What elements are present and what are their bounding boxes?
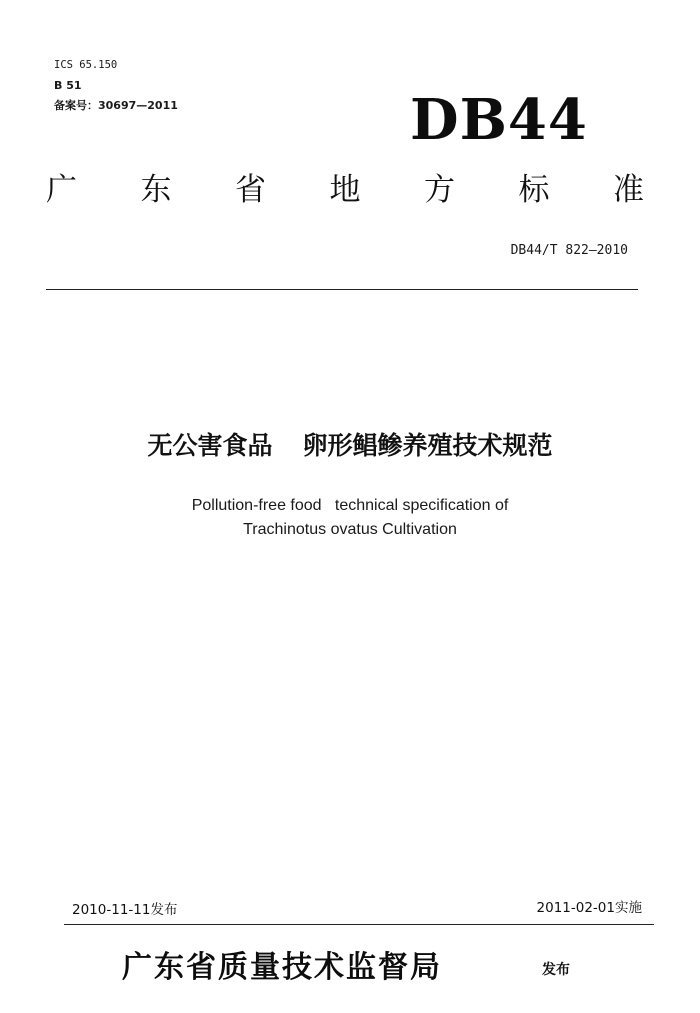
standard-type-char: 准 — [613, 172, 644, 208]
chinese-title-part1: 无公害食品 — [147, 431, 273, 460]
standard-type-char: 东 — [140, 172, 172, 208]
ics-code: ICS 65.150 — [54, 59, 118, 71]
standard-type-char: 地 — [329, 172, 361, 208]
header-divider — [46, 289, 638, 290]
chinese-title — [0, 428, 700, 464]
record-number: 备案号：30697—2011 — [54, 99, 178, 112]
standard-type-char: 省 — [235, 172, 266, 208]
english-title-line2: Trachinotus ovatus Cultivation — [243, 521, 457, 538]
chinese-title-part2: 卵形鲳鲹养殖技术规范 — [302, 431, 553, 460]
standard-number: DB44/T 822—2010 — [510, 243, 628, 258]
standard-code-logo: DB44 — [410, 87, 588, 153]
standard-type-char: 方 — [424, 172, 455, 208]
implementation-date: 2011-02-01实施 — [536, 900, 642, 916]
issued-label: 发布 — [542, 962, 570, 978]
standard-type-heading — [46, 170, 644, 210]
issuing-authority: 广东省质量技术监督局 — [122, 950, 442, 985]
issue-date: 2010-11-11发布 — [72, 902, 178, 918]
ccs-code: B 51 — [54, 79, 82, 92]
footer-divider — [64, 924, 654, 925]
standard-type-char: 广 — [46, 172, 77, 208]
standard-type-char: 标 — [518, 172, 550, 208]
english-title-line1: Pollution-free food technical specification of — [191, 497, 509, 514]
